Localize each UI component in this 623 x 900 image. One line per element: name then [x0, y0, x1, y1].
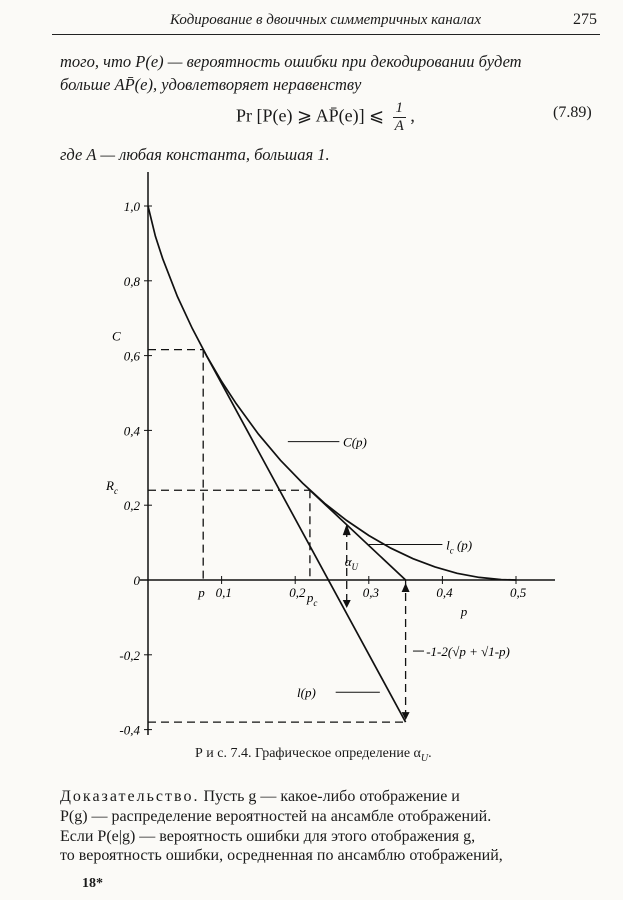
pc-label: $p_c$ — [306, 590, 318, 608]
x-tick-label: 0,2 — [289, 585, 306, 600]
paragraph-line-2: больше AP̄(e), удовлетворяет неравенству — [60, 75, 362, 94]
alpha-u-label: $\alpha_U$ — [344, 554, 359, 572]
rc-label: $R_c$ — [106, 478, 118, 497]
formula-left: Pr [P(e) ⩾ AP̄(e)] ⩽ — [236, 105, 385, 126]
alpha-arrowhead-down — [343, 600, 351, 608]
c-label: C — [112, 328, 121, 344]
x-axis-label: p — [460, 604, 468, 619]
y-tick-label: -0,4 — [119, 722, 140, 738]
y-tick-group — [119, 199, 152, 738]
label-group — [105, 329, 510, 701]
body-line-3: Если P(e|g) — вероятность ошибки для этого отображения g, — [60, 828, 476, 845]
paragraph-line-1: того, что P(e) — вероятность ошибки при декодировании будет — [60, 52, 522, 71]
proof-heading: Доказательство. — [60, 788, 200, 805]
page-number: 275 — [573, 11, 597, 28]
running-header-title: Кодирование в двоичных симметричных каналах — [170, 12, 482, 28]
y-tick-label: 1,0 — [123, 199, 140, 214]
x-tick-label: 0,5 — [510, 585, 527, 600]
figure-caption — [195, 746, 432, 764]
formula-comma: , — [410, 105, 415, 126]
y-tick-label: 0,2 — [123, 498, 140, 514]
caption-end: . — [428, 746, 432, 761]
y-tick-label: -0,2 — [119, 647, 140, 663]
series-1-line — [203, 350, 405, 722]
body-line-1-text: Пусть g — какое-либо отображение и — [199, 788, 460, 805]
body-line-1 — [60, 788, 460, 806]
formula-denominator: A — [394, 118, 404, 134]
caption-subscript: U — [420, 752, 429, 764]
c-curve-label: C(p) — [343, 434, 367, 450]
equation-number: (7.89) — [553, 104, 592, 121]
bound-arrowhead-up — [402, 583, 410, 592]
signature-mark: 18* — [82, 876, 103, 891]
lc-label: $l_c$ (p) — [446, 537, 473, 556]
caption-text: Р и с. 7.4. Графическое определение α — [195, 746, 421, 761]
l-label: l(p) — [297, 685, 316, 701]
y-tick-label: 0,8 — [123, 273, 140, 289]
x-tick-label: 0,3 — [362, 585, 380, 600]
p-label: p — [198, 585, 205, 600]
body-line-4: то вероятность ошибки, осредненная по ансамблю отображений, — [60, 847, 503, 864]
body-line-2: P(g) — распределение вероятностей на ансамбле отображений. — [60, 808, 492, 825]
x-tick-label: 0,1 — [215, 585, 232, 600]
y-tick-label: 0,4 — [123, 423, 140, 439]
x-tick-label: 0,4 — [436, 585, 453, 600]
formula-numerator: 1 — [393, 100, 406, 118]
paragraph-line-3: где A — любая константа, большая 1. — [60, 145, 330, 164]
bound-label: -1-2(√p + √1-p) — [426, 644, 510, 660]
y-tick-label: 0,6 — [123, 348, 140, 364]
y-tick-label: 0 — [133, 573, 140, 588]
